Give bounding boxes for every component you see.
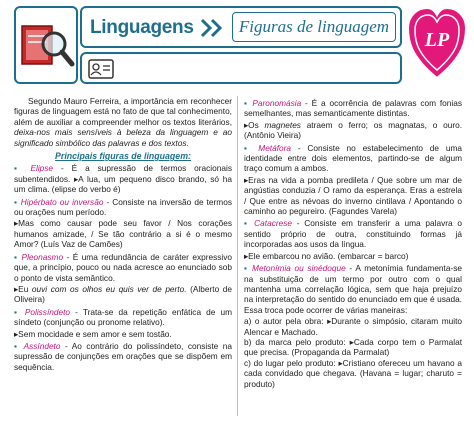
right-column: [244, 96, 462, 390]
entry-catacrese: ▪ Catacrese - Consiste em transferir a uma palavra o sentido próprio de outra, constituindo formas já incorporadas aos usos da língua. ▸Ele embarcou no avião. (embarcar = barco): [244, 218, 462, 261]
header: [0, 0, 474, 88]
column-divider: [237, 96, 238, 416]
entry-polissindeto: ▪ Polissíndeto - Trata-se da repetição enfática de um síndeto (conjunção ou pronome relativo). ▸Sem mocidade e sem amor e sem tostão.: [14, 306, 232, 339]
section-title: Principais figuras de linguagem:: [55, 151, 191, 162]
page-subtitle: Figuras de linguagem: [232, 12, 396, 42]
entry-metonimia: ▪ Metonímia ou sinédoque - A metonímia fundamenta-se na substituição de um termo por outro com o qual mantenha uma correlação lógica, sem que haja prejuízo na interpretação do sentido do enunciado em que é usada. Essa troca pode ocorrer de várias maneiras: a) o autor pela obra: ▸Durante o simpósio, citaram muito Alencar e Machado. b) da marca pelo produto: ▸Cada corpo tem o Parmalat que precisa. (Propaganda da Parmalat) c) do lugar pelo produto: ▸Cristiano ofereceu um havano a cada convidado que chegava. (Havana = lugar; charuto = produto): [244, 263, 462, 389]
intro-paragraph: Segundo Mauro Ferreira, a importância em reconhecer figuras de linguagem está no fato de que tal conhecimento, além de auxiliar a compreender melhor os textos literários, deixa-nos mais sensíveis à beleza da linguagem e ao significado simbólico das palavras e dos textos.: [14, 96, 232, 148]
title-bar: [80, 6, 402, 48]
id-card-icon: [88, 57, 114, 81]
left-column: [14, 96, 232, 373]
entry-paronomasia: ▪ Paronomásia - É a ocorrência de palavras com fonias semelhantes, mas semanticamente distintas. ▸Os magnetes atraem o ferro; os magnatas, o ouro. (Antônio Vieira): [244, 98, 462, 141]
entry-pleonasmo: ▪ Pleonasmo - É uma redundância de caráter expressivo que, a princípio, pouco ou nada acresce ao enunciado sob o ponto de vista semântico. ▸Eu ouvi com os olhos eu quis ver de perto. (Alberto de Oliveira): [14, 251, 233, 305]
entry-assindeto: ▪ Assíndeto - Ao contrário do polissíndeto, consiste na supressão de conjunções em orações que se dispõem em sequência.: [14, 340, 232, 372]
double-chevron-icon: [199, 18, 225, 38]
info-bar: [80, 52, 402, 84]
entry-hiperbato: ▪ Hipérbato ou inversão - Consiste na inversão de termos ou orações num período. ▸Mas como causar pode seu favor / Nos corações humanos amizade, / Se tão contrário a si é o mesmo Amor? (Luís Vaz de Camões): [14, 196, 232, 250]
heart-badge-icon: [406, 6, 468, 82]
badge-text: LP: [424, 29, 450, 51]
entry-metafora: ▪ Metáfora - Consiste no estabelecimento de uma identidade entre dois elementos, partindo-se de algum traço comum a ambos. ▸Eras na vida a pomba predileta / Que sobre um mar de angústias conduzia / O ramo da esperança. Eras a estrela / Que entre as névoas do inverno cintilava / Apontando o caminho ao pegureiro. (Fagundes Varela): [244, 142, 462, 217]
entry-elipse: ▪ Elipse - É a supressão de termos oracionais subentendidos. ▸A lua, um pequeno disco brando, só ha um clima. (elipse do verbo é): [14, 163, 232, 195]
book-magnifier-icon: [14, 6, 78, 84]
brand-title: Linguagens: [90, 17, 194, 38]
